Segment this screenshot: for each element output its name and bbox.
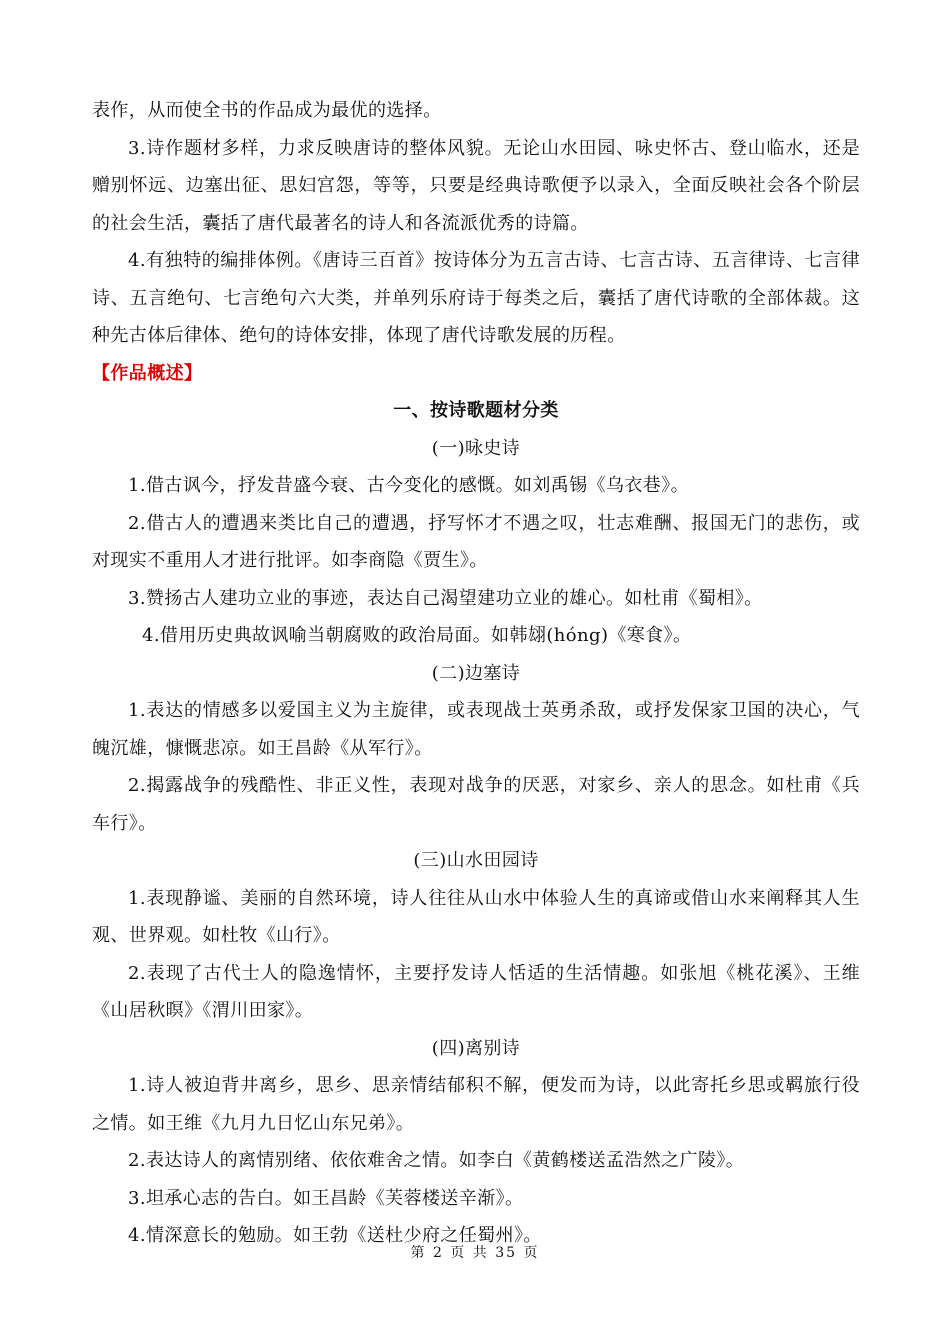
list-item-frontier-1: 1.表达的情感多以爱国主义为主旋律，或表现战士英勇杀敌，或抒发保家卫国的决心，气魄沉雄，慷慨悲凉。如王昌龄《从军行》。 (92, 700, 860, 759)
paragraph-point-4: 4.有独特的编排体例。《唐诗三百首》按诗体分为五言古诗、七言古诗、五言律诗、七言律诗、五言绝句、七言绝句六大类，并单列乐府诗于每类之后，囊括了唐代诗歌的全部体裁。这种先古体后律体、绝句的诗体安排，体现了唐代诗歌发展的历程。 (92, 250, 860, 346)
subheading-farewell-poems: (四)离别诗 (431, 1037, 521, 1059)
list-item-farewell-2: 2.表达诗人的离情别绪、依依难舍之情。如李白《黄鹤楼送孟浩然之广陵》。 (128, 1150, 745, 1171)
subheading-landscape-poems: (三)山水田园诗 (413, 850, 539, 871)
list-item-history-2: 2.借古人的遭遇来类比自己的遭遇，抒写怀才不遇之叹，壮志难酬、报国无门的悲伤，或对现实不重用人才进行批评。如李商隐《贾生》。 (92, 512, 860, 571)
list-item-landscape-2: 2.表现了古代士人的隐逸情怀，主要抒发诗人恬适的生活情趣。如张旭《桃花溪》、王维《山居秋暝》《渭川田家》。 (92, 962, 860, 1021)
subheading-frontier-poems: (二)边塞诗 (431, 662, 521, 684)
list-item-farewell-1: 1.诗人被迫背井离乡，思乡、思亲情结郁积不解，便发而为诗，以此寄托乡思或羁旅行役之情。如王维《九月九日忆山东兄弟》。 (92, 1075, 860, 1134)
page-number-footer: 第 2 页 共 35 页 (410, 1245, 540, 1261)
list-item-landscape-1: 1.表现静谧、美丽的自然环境，诗人往往从山水中体验人生的真谛或借山水来阐释其人生观、世界观。如杜牧《山行》。 (92, 887, 860, 946)
subheading-history-poems: (一)咏史诗 (431, 437, 521, 459)
list-item-farewell-3: 3.坦承心志的告白。如王昌龄《芙蓉楼送辛渐》。 (128, 1187, 524, 1209)
page-body (92, 92, 860, 1255)
list-item-history-1: 1.借古讽今，抒发昔盛今衰、古今变化的感慨。如刘禹锡《乌衣巷》。 (128, 475, 689, 496)
section-heading-classification: 一、按诗歌题材分类 (393, 400, 559, 421)
list-item-farewell-4: 4.情深意长的勉励。如王勃《送杜少府之任蜀州》。 (128, 1225, 542, 1246)
paragraph-continuation: 表作，从而使全书的作品成为最优的选择。 (92, 100, 442, 121)
list-item-history-4: 4.借用历史典故讽喻当朝腐败的政治局面。如韩翃(hóng)《寒食》。 (142, 625, 692, 646)
list-item-history-3: 3.赞扬古人建功立业的事迹，表达自己渴望建功立业的雄心。如杜甫《蜀相》。 (128, 587, 763, 609)
paragraph-point-3: 3.诗作题材多样，力求反映唐诗的整体风貌。无论山水田园、咏史怀古、登山临水，还是赠别怀远、边塞出征、思妇宫怨，等等，只要是经典诗歌便予以录入，全面反映社会各个阶层的社会生活，囊括了唐代最著名的诗人和各流派优秀的诗篇。 (92, 137, 860, 234)
list-item-frontier-2: 2.揭露战争的残酷性、非正义性，表现对战争的厌恶，对家乡、亲人的思念。如杜甫《兵车行》。 (92, 775, 860, 834)
section-label-overview: 【作品概述】 (92, 362, 203, 384)
